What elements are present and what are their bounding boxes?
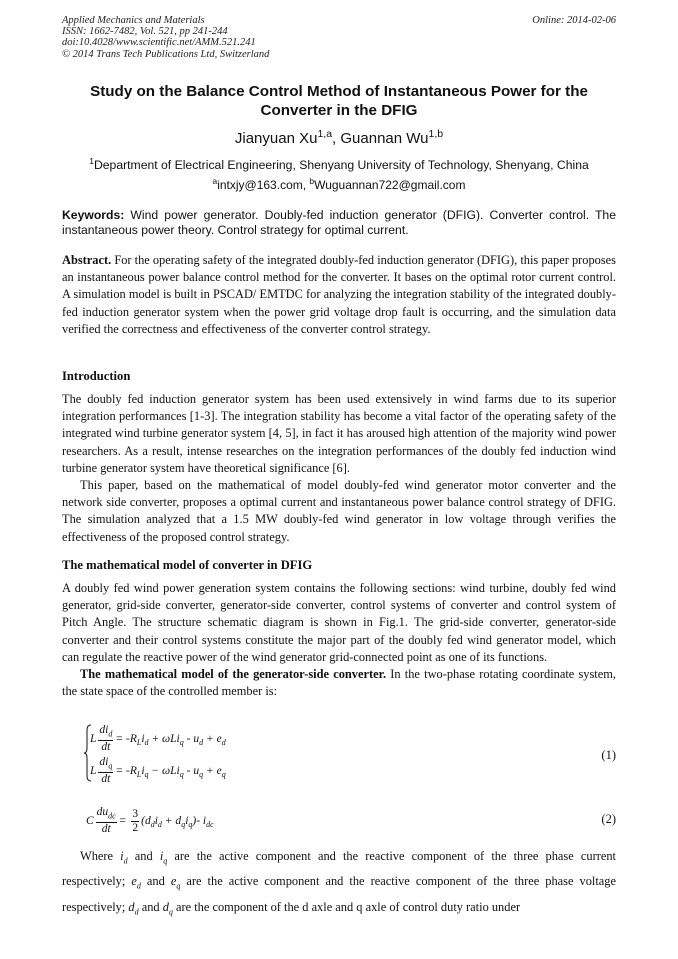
paper-title: Study on the Balance Control Method of Instantaneous Power for the Converter in the DFIG [90, 83, 588, 119]
model-paragraph-2-label: The mathematical model of the generator-side converter. [80, 667, 387, 682]
introduction-heading: Introduction [62, 369, 131, 383]
journal-header [62, 15, 269, 60]
author-list [62, 130, 616, 147]
model-paragraph-1: A doubly fed wind power generation system contains the following sections: wind turbine, doubly fed wind generator, grid-side converter, generator-side converter, control systems of converter and control system of Pitch Angle. The structure schematic diagram is shown in Fig.1. The grid-side converter, generator-side converter and their control systems constitute the major part of the doubly fed wind generator model, which can regulate the reactive power of the wind generator grid-connected point as one of its functions. [62, 581, 616, 664]
where-text-7: are the component of the d axle and q axle of control duty ratio under [172, 899, 521, 914]
affiliation-text: Department of Electrical Engineering, Shenyang University of Technology, Shenyang, China [93, 158, 589, 172]
equation-1-line-2: L $\frac{di_q}{dt}$ = $-R_Li_q - \omega Li_q - u_q + e_q$ [90, 756, 226, 786]
abstract-text: For the operating safety of the integrated doubly-fed induction generator (DFIG), this paper proposes an instantaneous power balance control method for the converter. It bases on the optimal rotor current control. A simulation model is built in PSCAD/ EMTDC for analyzing the integration stability of the integrated doubly-fed induction generator system when the power grid voltage drop fault is occurring, and the simulation data verified the correctness and effectiveness of the converter control strategy. [62, 253, 616, 336]
model-paragraph-2-text: In the two-phase rotating coordinate system, the state space of the controlled member is: [62, 667, 616, 699]
equation-2-number: (2) [601, 812, 616, 826]
symbol-dq: $d_q$ [162, 899, 173, 917]
equation-1-line-1: L $\frac{di_d}{dt}$ = $-R_Li_d + \omega Li_q - u_d + e_d$ [90, 724, 226, 754]
journal-name: Applied Mechanics and Materials [62, 15, 205, 26]
author-1: Jianyuan Xu [234, 130, 318, 147]
email-line [62, 178, 616, 192]
abstract-label: Abstract. [62, 253, 112, 267]
doi-line: doi:10.4028/www.scientific.net/AMM.521.241 [62, 37, 256, 49]
introduction-body [62, 391, 616, 546]
author-1-sup: 1,a [317, 128, 333, 140]
where-text-4: and [140, 874, 171, 889]
symbol-eq: $e_q$ [170, 874, 181, 891]
where-text-1: Where [80, 849, 121, 863]
online-date: Online: 2014-02-06 [532, 15, 616, 26]
model-body [62, 580, 616, 700]
email-a: intxjy@163.com, [217, 178, 310, 192]
issn-line: ISSN: 1662-7482, Vol. 521, pp 241-244 [62, 26, 228, 38]
equation-1 [62, 724, 616, 788]
keywords [62, 208, 616, 238]
copyright-line: © 2014 Trans Tech Publications Ltd, Switzerland [62, 48, 270, 60]
symbol-dd: $d_d$ [128, 899, 139, 917]
author-separator: , [332, 130, 341, 147]
model-heading: The mathematical model of converter in DFIG [62, 558, 313, 572]
where-paragraph [62, 846, 616, 922]
email-sup-b: b [309, 176, 315, 186]
symbol-ed: $e_d$ [131, 874, 141, 891]
equation-2 [62, 806, 616, 836]
abstract [62, 252, 616, 338]
equation-1-number: (1) [601, 748, 616, 762]
email-b: Wuguannan722@gmail.com [314, 178, 466, 192]
affiliation [62, 155, 616, 172]
author-2-sup: 1,b [428, 128, 444, 140]
author-2: Guannan Wu [340, 130, 429, 147]
symbol-id: $i_d$ [120, 849, 128, 866]
keywords-text: Wind power generator. Doubly-fed induction generator (DFIG). Converter control. The instantaneous power theory. Control strategy for optimal current. [62, 208, 616, 237]
where-text-2: and [127, 849, 160, 863]
affiliation-sup: 1 [89, 155, 94, 166]
where-text-6: and [138, 899, 163, 914]
email-sup-a: a [212, 176, 218, 186]
where-text-3: are the active component and the reactive component of the three phase current respectively; [62, 849, 616, 889]
equation-2-line: C $\frac{du_{dc}}{dt}$ = $\frac{3}{2}$ $(d_di_d + d_qi_q)-$ $i_{dc}$ [86, 806, 214, 836]
where-text-5: are the active component and the reactive component of the three phase voltage respectively; [62, 874, 616, 914]
intro-paragraph-1: The doubly fed induction generator system has been used extensively in wind farms due to its superior integration performances [1-3]. The integration stability has become a vital factor of the operating safety of the integrated wind turbine generator system [4, 5], in fact it has aroused high attention of the majority wind power researchers. As a result, intense researches on the integration performances of the doubly fed induction wind turbine generator system have theoretical significance [6]. [62, 392, 616, 475]
intro-paragraph-2: This paper, based on the mathematical of model doubly-fed wind generator motor converter and the network side converter, proposes a optimal current and instantaneous power balance control strategy of DFIG. The simulation analyzed that a 1.5 MW doubly-fed wind generator in low voltage through verifies the effectiveness of the proposed control strategy. [62, 478, 616, 544]
keywords-label: Keywords: [62, 208, 125, 222]
symbol-iq: $i_q$ [159, 849, 168, 866]
